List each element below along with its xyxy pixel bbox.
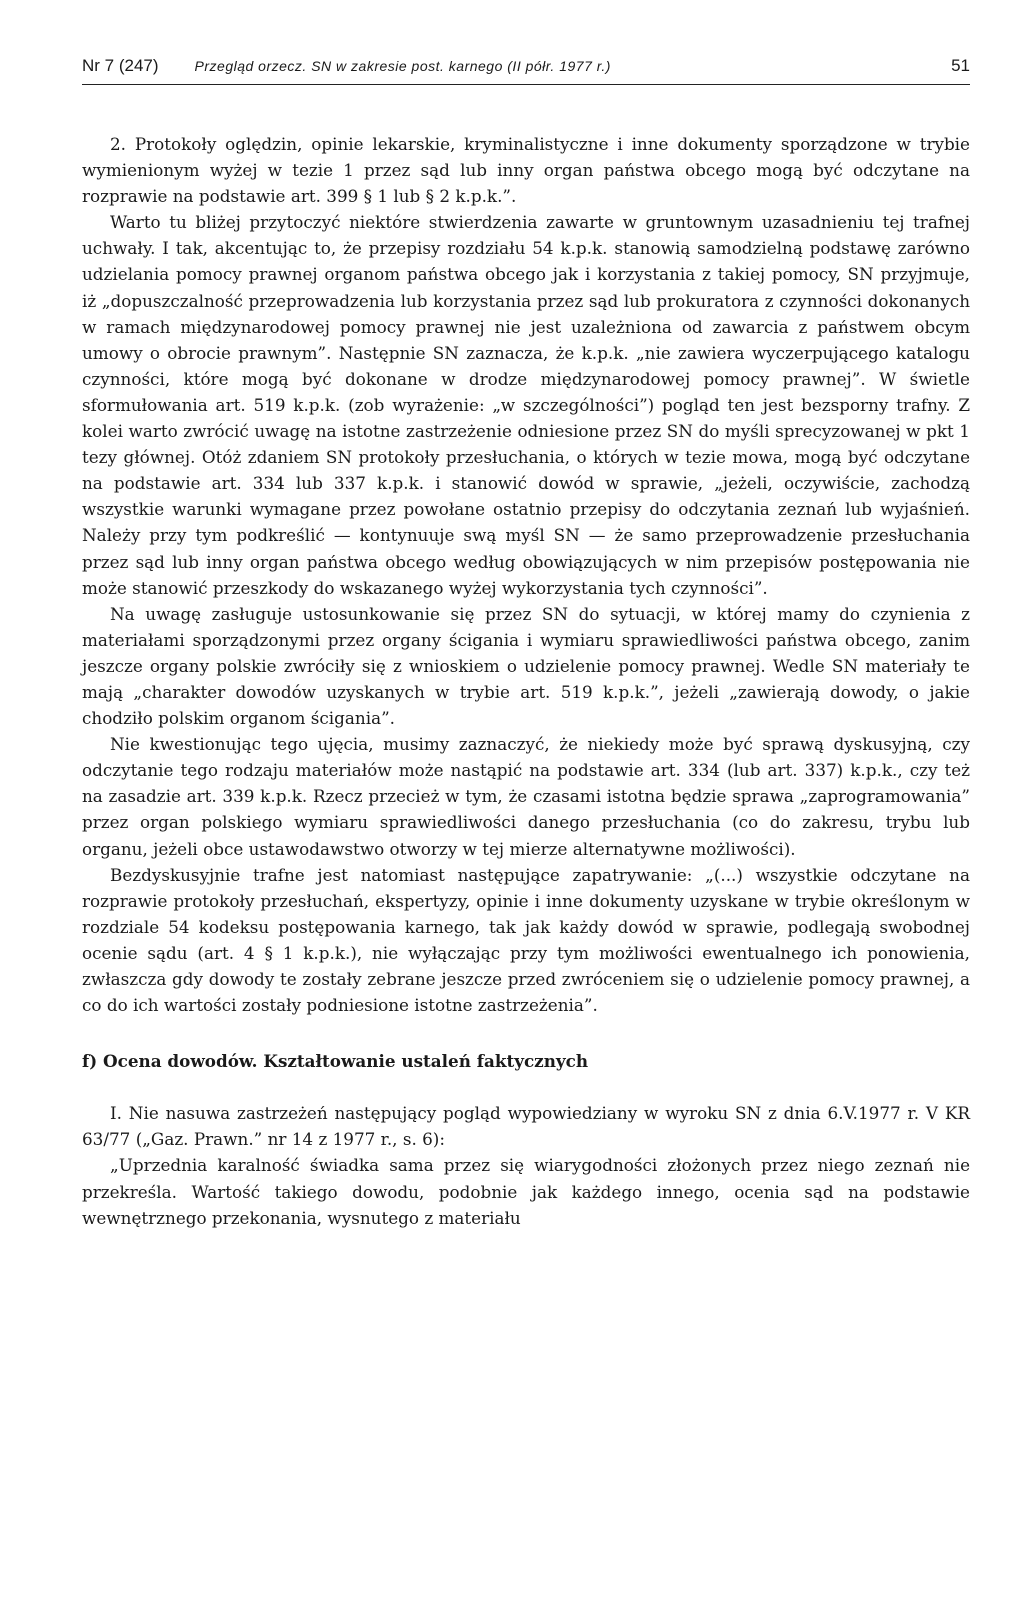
document-page [82, 56, 970, 1231]
spacer [82, 1074, 970, 1100]
section-heading: f) Ocena dowodów. Kształtowanie ustaleń faktycznych [82, 1051, 589, 1072]
quote-paragraph: „Uprzednia karalność świadka sama przez się wiarygodności złożonych przez niego zeznań nie przekreśla. Wartość takiego dowodu, podobnie jak każdego innego, ocenia sąd na podstawie wewnętrznego przekonania, wysnutego z materiału [82, 1155, 970, 1228]
page-number: 51 [951, 56, 970, 75]
paragraph-5: Bezdyskusyjnie trafne jest natomiast następujące zapatrywanie: „(...) wszystkie odczytane na rozprawie protokoły przesłuchań, ekspertyzy, opinie i inne dokumenty uzyskane w trybie określonym w rozdziale 54 kodeksu postępowania karnego, tak jak każdy dowód w sprawie, podlegają swobodnej ocenie sądu (art. 4 § 1 k.p.k.), nie wyłączając przy tym możliwości ewentualnego ich ponowienia, zwłaszcza gdy dowody te zostały zebrane jeszcze przed zwróceniem się o udzielenie pomocy prawnej, a co do ich wartości zostały podniesione istotne zastrzeżenia”. [82, 864, 970, 1016]
document-body [82, 131, 970, 1231]
paragraph-3: Na uwagę zasługuje ustosunkowanie się przez SN do sytuacji, w której mamy do czynienia z materiałami sporządzonymi przez organy ścigania i wymiaru sprawiedliwości państwa obcego, zanim jeszcze organy polskie zwróciły się z wnioskiem o udzielenie pomocy prawnej. Wedle SN materiały te mają „charakter dowodów uzyskanych w trybie art. 519 k.p.k.”, jeżeli „zawierają dowody, o jakie chodziło polskim organom ścigania”. [82, 603, 970, 729]
paragraph-4: Nie kwestionując tego ujęcia, musimy zaznaczyć, że niekiedy może być sprawą dyskusyjną, czy odczytanie tego rodzaju materiałów może nastąpić na podstawie art. 334 (lub art. 337) k.p.k., czy też na zasadzie art. 339 k.p.k. Rzecz przecież w tym, że czasami istotna będzie sprawa „zaprogramowania” przez organ polskiego wymiaru sprawiedliwości danego przesłuchania (co do zakresu, trybu lub organu, jeżeli obce ustawodawstwo otworzy w tej mierze alternatywne możliwości). [82, 734, 970, 859]
running-header [82, 56, 970, 85]
running-title: Przegląd orzecz. SN w zakresie post. karnego (II półr. 1977 r.) [194, 58, 611, 74]
paragraph-6: I. Nie nasuwa zastrzeżeń następujący pogląd wypowiedziany w wyroku SN z dnia 6.V.1977 r. V KR 63/77 („Gaz. Prawn.” nr 14 z 1977 r., s. 6): [82, 1103, 970, 1150]
spacer [82, 1018, 970, 1048]
issue-number: Nr 7 (247) [82, 56, 159, 75]
paragraph-1: 2. Protokoły oględzin, opinie lekarskie, kryminalistyczne i inne dokumenty sporządzone w trybie wymienionym wyżej w tezie 1 przez sąd lub inny organ państwa obcego mogą być odczytane na rozprawie na podstawie art. 399 § 1 lub § 2 k.p.k.”. [82, 134, 970, 207]
paragraph-2: Warto tu bliżej przytoczyć niektóre stwierdzenia zawarte w gruntownym uzasadnieniu tej trafnej uchwały. I tak, akcentując to, że przepisy rozdziału 54 k.p.k. stanowią samodzielną podstawę zarówno udzielania pomocy prawnej organom państwa obcego jak i korzystania z takiej pomocy, SN przyjmuje, iż „dopuszczalność przeprowadzenia lub korzystania przez sąd lub prokuratora z czynności dokonanych w ramach międzynarodowej pomocy prawnej nie jest uzależniona od zawarcia z państwem obcym umowy o obrocie prawnym”. Następnie SN zaznacza, że k.p.k. „nie zawiera wyczerpującego katalogu czynności, które mogą być dokonane w drodze międzynarodowej pomocy prawnej”. W świetle sformułowania art. 519 k.p.k. (zob wyrażenie: „w szczególności”) pogląd ten jest bezsporny trafny. Z kolei warto zwrócić uwagę na istotne zastrzeżenie odniesione przez SN do myśli sprecyzowanej w pkt 1 tezy głównej. Otóż zdaniem SN protokoły przesłuchania, o których w tezie mowa, mogą być odczytane na podstawie art. 334 lub 337 k.p.k. i stanowić dowód w sprawie, „jeżeli, oczywiście, zachodzą wszystkie warunki wymagane przez powołane ostatnio przepisy do odczytania zeznań lub wyjaśnień. Należy przy tym podkreślić — kontynuuje swą myśl SN — że samo przeprowadzenie przesłuchania przez sąd lub inny organ państwa obcego według obowiązujących w nim przepisów postępowania nie może stanowić przeszkody do wskazanego wyżej wykorzystania tych czynności”. [82, 212, 970, 598]
